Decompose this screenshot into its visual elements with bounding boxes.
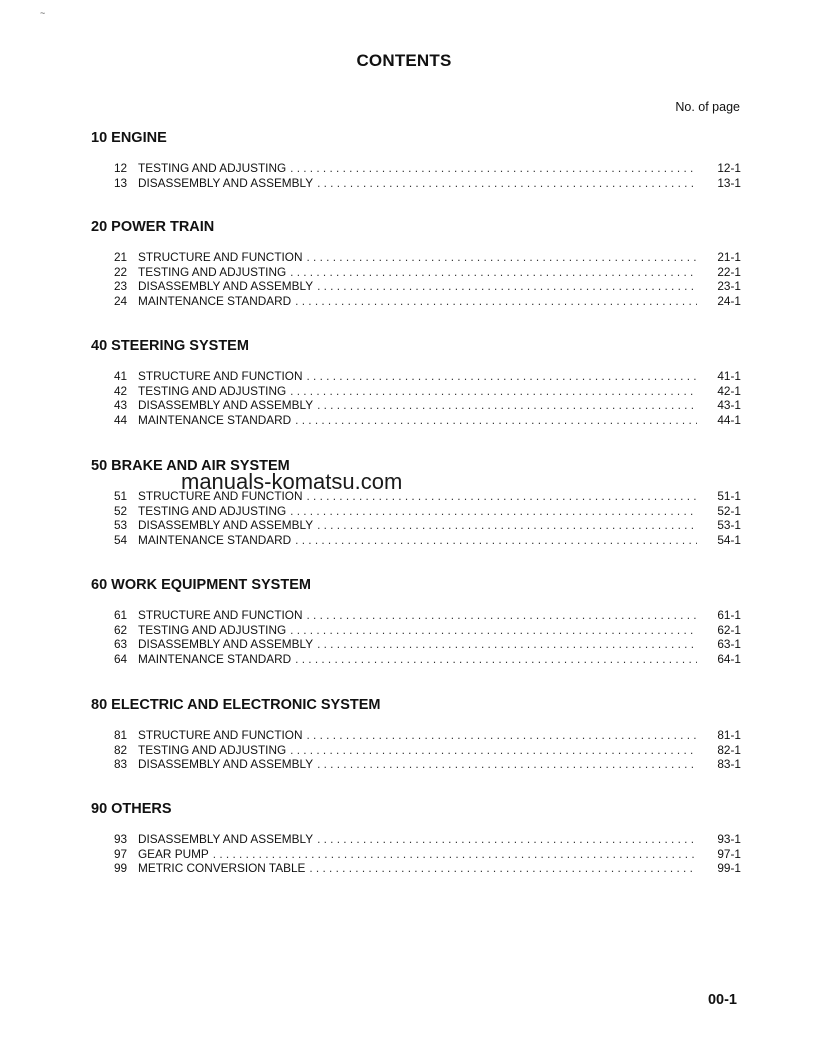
toc-entry[interactable] [114, 279, 741, 294]
toc-entry[interactable] [114, 504, 741, 519]
toc-entry[interactable] [114, 518, 741, 533]
entry-label: METRIC CONVERSION TABLE [138, 861, 306, 876]
toc-section [91, 130, 741, 190]
entry-number: 24 [114, 294, 128, 309]
entry-page-number: 22-1 [717, 264, 741, 279]
entry-number: 53 [114, 518, 128, 533]
entry-list [114, 832, 741, 876]
toc-entry[interactable] [114, 176, 741, 191]
entry-label: MAINTENANCE STANDARD [138, 294, 292, 309]
entry-page-number: 61-1 [717, 608, 741, 622]
toc-entry[interactable] [114, 832, 741, 847]
entry-label: MAINTENANCE STANDARD [138, 413, 292, 428]
entry-label: DISASSEMBLY AND ASSEMBLY [138, 175, 314, 190]
toc-section [91, 801, 741, 876]
toc-entry[interactable] [114, 637, 741, 652]
entry-number: 21 [114, 250, 128, 264]
entry-label: DISASSEMBLY AND ASSEMBLY [138, 518, 314, 533]
dot-leader [317, 398, 697, 413]
entry-page-number: 44-1 [717, 413, 741, 428]
dot-leader [290, 743, 697, 758]
toc-section [91, 577, 741, 667]
entry-list [114, 369, 741, 428]
toc-entry[interactable] [114, 294, 741, 309]
toc-entry[interactable] [114, 369, 741, 384]
section-heading: 40 STEERING SYSTEM [91, 338, 249, 354]
entry-number: 23 [114, 279, 128, 294]
section-heading: 20 POWER TRAIN [91, 219, 215, 235]
corner-mark: ~ [40, 8, 46, 18]
toc-entry[interactable] [114, 161, 741, 176]
dot-leader [290, 504, 697, 519]
entry-page-number: 93-1 [717, 832, 741, 846]
entry-number: 22 [114, 264, 128, 279]
entry-number: 12 [114, 161, 128, 175]
toc-section [91, 219, 741, 309]
toc-entry[interactable] [114, 861, 741, 876]
toc-section [91, 338, 741, 428]
entry-label: STRUCTURE AND FUNCTION [138, 369, 303, 383]
entry-label: DISASSEMBLY AND ASSEMBLY [138, 637, 314, 652]
dot-leader [317, 176, 697, 191]
entry-label: TESTING AND ADJUSTING [138, 264, 287, 279]
toc-entry[interactable] [114, 608, 741, 623]
toc-entry[interactable] [114, 398, 741, 413]
section-heading: 50 BRAKE AND AIR SYSTEM [91, 458, 290, 474]
entry-number: 44 [114, 413, 128, 428]
dot-leader [317, 637, 697, 652]
toc-entry[interactable] [114, 623, 741, 638]
entry-label: STRUCTURE AND FUNCTION [138, 250, 303, 264]
dot-leader [290, 161, 697, 176]
entry-number: 97 [114, 846, 128, 861]
entry-page-number: 23-1 [717, 279, 741, 294]
entry-page-number: 13-1 [717, 175, 741, 190]
toc-entry[interactable] [114, 728, 741, 743]
entry-page-number: 53-1 [717, 518, 741, 533]
entry-number: 99 [114, 861, 128, 876]
entry-page-number: 62-1 [717, 622, 741, 637]
entry-label: GEAR PUMP [138, 846, 209, 861]
entry-number: 62 [114, 622, 128, 637]
entry-label: DISASSEMBLY AND ASSEMBLY [138, 832, 314, 846]
entry-list [114, 489, 741, 548]
section-heading: 10 ENGINE [91, 130, 167, 146]
toc-entry[interactable] [114, 847, 741, 862]
entry-number: 42 [114, 383, 128, 398]
dot-leader [307, 728, 698, 743]
entry-page-number: 82-1 [717, 742, 741, 757]
entry-label: TESTING AND ADJUSTING [138, 622, 287, 637]
entry-page-number: 41-1 [717, 369, 741, 383]
entry-label: TESTING AND ADJUSTING [138, 161, 287, 175]
entry-number: 64 [114, 652, 128, 667]
entry-number: 54 [114, 533, 128, 548]
entry-label: TESTING AND ADJUSTING [138, 503, 287, 518]
entry-number: 41 [114, 369, 128, 383]
section-heading: 80 ELECTRIC AND ELECTRONIC SYSTEM [91, 697, 381, 713]
entry-list [114, 161, 741, 190]
entry-number: 43 [114, 398, 128, 413]
entry-label: TESTING AND ADJUSTING [138, 742, 287, 757]
section-heading: 60 WORK EQUIPMENT SYSTEM [91, 577, 311, 593]
toc-entry[interactable] [114, 265, 741, 280]
entry-list [114, 250, 741, 309]
entry-page-number: 81-1 [717, 728, 741, 742]
entry-page-number: 52-1 [717, 503, 741, 518]
dot-leader [295, 533, 697, 548]
section-heading: 90 OTHERS [91, 801, 172, 817]
entry-page-number: 63-1 [717, 637, 741, 652]
entry-page-number: 99-1 [717, 861, 741, 876]
entry-page-number: 42-1 [717, 383, 741, 398]
entry-label: STRUCTURE AND FUNCTION [138, 608, 303, 622]
entry-number: 83 [114, 757, 128, 772]
entry-page-number: 64-1 [717, 652, 741, 667]
entry-number: 52 [114, 503, 128, 518]
toc-entry[interactable] [114, 743, 741, 758]
toc-entry[interactable] [114, 757, 741, 772]
dot-leader [295, 413, 697, 428]
entry-page-number: 21-1 [717, 250, 741, 264]
entry-page-number: 83-1 [717, 757, 741, 772]
entry-label: STRUCTURE AND FUNCTION [138, 728, 303, 742]
entry-label: DISASSEMBLY AND ASSEMBLY [138, 757, 314, 772]
toc-section [91, 697, 741, 772]
dot-leader [317, 832, 697, 847]
toc-entry[interactable] [114, 533, 741, 548]
entry-page-number: 97-1 [717, 846, 741, 861]
entry-page-number: 12-1 [717, 161, 741, 175]
entry-label: DISASSEMBLY AND ASSEMBLY [138, 398, 314, 413]
entry-page-number: 51-1 [717, 489, 741, 503]
dot-leader [317, 757, 697, 772]
entry-label: DISASSEMBLY AND ASSEMBLY [138, 279, 314, 294]
toc-entry[interactable] [114, 250, 741, 265]
entry-number: 61 [114, 608, 128, 622]
entry-page-number: 24-1 [717, 294, 741, 309]
entry-label: MAINTENANCE STANDARD [138, 533, 292, 548]
dot-leader [213, 847, 697, 862]
entry-label: TESTING AND ADJUSTING [138, 383, 287, 398]
watermark-text: manuals-komatsu.com [181, 469, 403, 494]
entry-number: 51 [114, 489, 128, 503]
page-number-column-header: No. of page [675, 100, 740, 114]
page-title: CONTENTS [356, 51, 452, 70]
dot-leader [307, 608, 698, 623]
dot-leader [307, 250, 698, 265]
entry-number: 63 [114, 637, 128, 652]
dot-leader [290, 384, 697, 399]
entry-number: 82 [114, 742, 128, 757]
entry-number: 93 [114, 832, 128, 846]
entry-list [114, 608, 741, 667]
toc-entry[interactable] [114, 652, 741, 667]
dot-leader [309, 861, 697, 876]
entry-list [114, 728, 741, 772]
dot-leader [317, 279, 697, 294]
entry-label: STRUCTURE AND FUNCTION [138, 489, 303, 503]
toc-entry[interactable] [114, 384, 741, 399]
footer-page-number: 00-1 [707, 992, 737, 1008]
dot-leader [290, 265, 697, 280]
entry-page-number: 54-1 [717, 533, 741, 548]
entry-number: 81 [114, 728, 128, 742]
dot-leader [295, 294, 697, 309]
toc-entry[interactable] [114, 413, 741, 428]
entry-page-number: 43-1 [717, 398, 741, 413]
dot-leader [307, 369, 698, 384]
entry-number: 13 [114, 175, 128, 190]
entry-label: MAINTENANCE STANDARD [138, 652, 292, 667]
dot-leader [290, 623, 697, 638]
dot-leader [317, 518, 697, 533]
dot-leader [295, 652, 697, 667]
